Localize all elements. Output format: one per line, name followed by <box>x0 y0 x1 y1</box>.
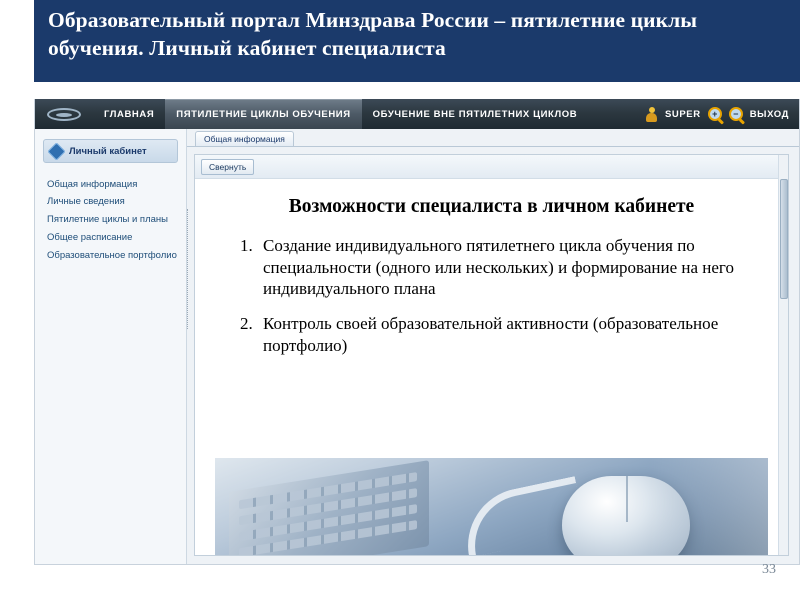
top-navigation-bar <box>35 99 799 129</box>
sidebar-item-general-info[interactable]: Общая информация <box>47 178 138 190</box>
content-area <box>187 129 799 565</box>
collapse-button[interactable]: Свернуть <box>201 159 254 175</box>
keyboard-shape <box>229 460 429 556</box>
page-title: Образовательный портал Минздрава России – пятилетние циклы обучения. Личный кабинет специалиста <box>48 8 698 61</box>
magnifier-minus-icon[interactable] <box>729 107 743 121</box>
page-body <box>35 129 799 565</box>
sidebar-item-schedule[interactable]: Общее расписание <box>47 232 133 244</box>
layout-divider <box>187 209 188 329</box>
tab-general-info[interactable]: Общая информация <box>195 131 294 146</box>
mouse-button-split <box>626 476 628 522</box>
nav-right-group <box>646 99 799 129</box>
user-icon <box>646 107 658 122</box>
zoom-in-sign: + <box>712 109 718 119</box>
sidebar <box>35 129 187 565</box>
magnifier-plus-icon[interactable] <box>708 107 722 121</box>
user-name-label[interactable]: SUPER <box>664 108 701 120</box>
nav-item-outside-cycles[interactable]: ОБУЧЕНИЕ ВНЕ ПЯТИЛЕТНИХ ЦИКЛОВ <box>372 108 578 120</box>
document-heading: Возможности специалиста в личном кабинете <box>288 196 695 217</box>
panel-scrollbar[interactable] <box>778 155 788 555</box>
photo-glow <box>648 458 768 556</box>
slide-number: 33 <box>762 562 776 577</box>
capabilities-list <box>215 235 768 357</box>
list-item: 1. Создание индивидуального пятилетнего цикла обучения по специальности (одного или нескольких) и формирование на него индивидуального плана <box>257 235 768 300</box>
sidebar-item-cycles-and-plans[interactable]: Пятилетние циклы и планы <box>47 214 168 226</box>
scrollbar-thumb[interactable] <box>780 179 788 299</box>
panel-body <box>195 179 788 556</box>
portal-logo-icon[interactable] <box>35 99 93 129</box>
sidebar-header-label: Личный кабинет <box>69 145 147 157</box>
slide-title-banner <box>34 0 800 82</box>
nav-item-five-year-cycles[interactable]: ПЯТИЛЕТНИЕ ЦИКЛЫ ОБУЧЕНИЯ <box>165 99 361 129</box>
sidebar-header[interactable] <box>43 139 178 163</box>
logout-link[interactable]: ВЫХОД <box>749 108 789 120</box>
panel-toolbar <box>195 155 788 179</box>
cabinet-diamond-icon <box>47 142 65 160</box>
sidebar-item-portfolio[interactable]: Образовательное портфолио <box>47 250 177 262</box>
zoom-out-sign: − <box>733 109 739 119</box>
sidebar-menu <box>35 172 186 266</box>
nav-item-main[interactable]: ГЛАВНАЯ <box>104 108 155 120</box>
tabstrip <box>187 129 799 147</box>
sidebar-item-personal-data[interactable]: Личные сведения <box>47 196 125 208</box>
keyboard-and-mouse-photo <box>215 458 768 556</box>
application-screenshot <box>34 99 800 565</box>
list-item: 2. Контроль своей образовательной активности (образовательное портфолио) <box>257 313 768 357</box>
content-panel <box>194 154 789 556</box>
